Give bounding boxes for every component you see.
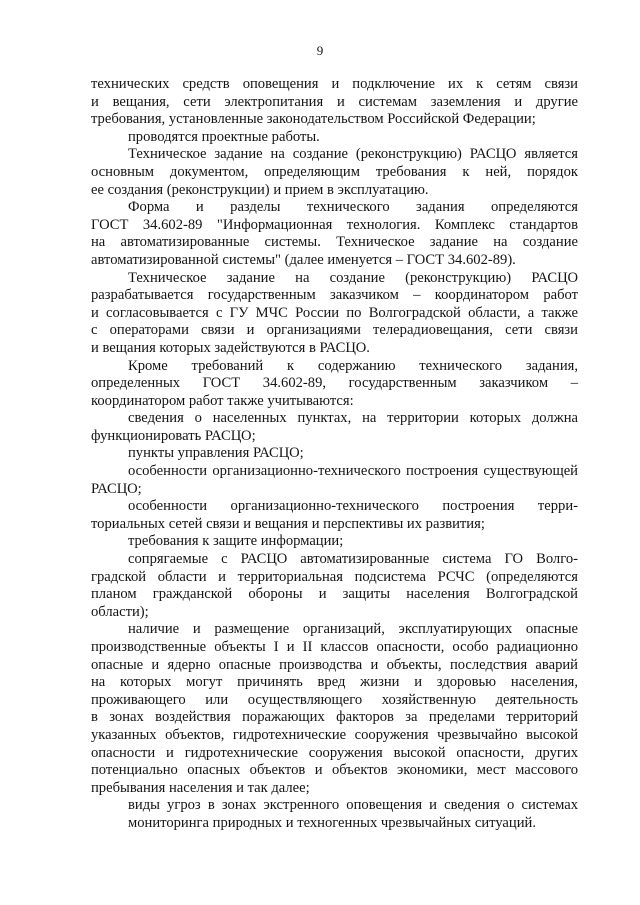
text-line: функционировать РАСЦО; [91, 427, 256, 444]
text-line: определенных ГОСТ 34.602-89, государственным заказчиком – [91, 375, 578, 392]
text-line: РАСЦО; [91, 480, 142, 497]
text-line: пребывания населения и так далее; [91, 779, 310, 796]
text-line: с операторами связи и организациями телерадиовещания, сети связи [91, 322, 578, 339]
text-line: Техническое задание на создание (реконструкцию) РАСЦО является [128, 146, 578, 163]
text-line: опасности и гидротехнические сооружения высокой опасности, других [91, 744, 578, 761]
text-line: и согласовывается с ГУ МЧС России по Волгоградской области, а также [91, 304, 578, 321]
text-line: технических средств оповещения и подключение их к сетям связи [91, 76, 578, 92]
text-line: и вещания, сети электропитания и системам заземления и другие [91, 93, 578, 110]
page-number: 9 [316, 43, 324, 58]
text-line: координатором работ также учитываются: [91, 392, 354, 409]
text-line: требования, установленные законодательством Российской Федерации; [91, 111, 536, 128]
text-line: ее создания (реконструкции) и прием в эксплуатацию. [91, 181, 429, 198]
text-line: сопрягаемые с РАСЦО автоматизированные система ГО Волго- [128, 551, 578, 568]
text-line: виды угроз в зонах экстренного оповещения и сведения о системах [128, 797, 578, 814]
text-line: проводятся проектные работы. [128, 128, 320, 145]
text-line: проживающего или осуществляющего хозяйственную деятельность [91, 691, 578, 708]
text-line: и вещания которых задействуются в РАСЦО. [91, 339, 370, 356]
text-line: указанных объектов, гидротехнические сооружения чрезвычайно высокой [91, 726, 578, 743]
text-line: наличие и размещение организаций, эксплуатирующих опасные [128, 621, 578, 638]
text-line: мониторинга природных и техногенных чрезвычайных ситуаций. [128, 814, 536, 831]
text-line: градской области и территориальная подсистема РСЧС (определяются [91, 568, 578, 585]
text-line: в зонах воздействия поражающих факторов за пределами территорий [91, 709, 578, 726]
text-line: производственные объекты I и II классов опасности, особо радиационно [91, 639, 578, 655]
text-line: Кроме требований к содержанию технического задания, [128, 357, 578, 374]
text-line: на которых могут причинять вред жизни и здоровью населения, [91, 674, 578, 691]
text-line: основным документом, определяющим требования к ней, порядок [91, 163, 578, 180]
text-line: планом гражданской обороны и защиты населения Волгоградской [91, 586, 578, 603]
document-body [91, 76, 578, 833]
text-line: Техническое задание на создание (реконструкцию) РАСЦО [128, 269, 578, 286]
text-line: Форма и разделы технического задания определяются [128, 199, 578, 216]
text-line: на автоматизированные системы. Техническое задание на создание [91, 234, 578, 251]
text-line: области); [91, 603, 149, 620]
text-line: ГОСТ 34.602-89 "Информационная технология. Комплекс стандартов [91, 216, 578, 233]
text-line: ториальных сетей связи и вещания и перспективы их развития; [91, 515, 485, 532]
text-line: требования к защите информации; [128, 533, 344, 550]
text-line: автоматизированной системы" (далее именуется – ГОСТ 34.602-89). [91, 251, 516, 268]
text-line: разрабатывается государственным заказчиком – координатором работ [91, 287, 578, 304]
text-line: пункты управления РАСЦО; [128, 445, 304, 462]
text-line: особенности организационно-технического построения существующей [128, 463, 578, 480]
text-line: особенности организационно-технического построения терри- [128, 498, 578, 515]
text-line: потенциально опасных объектов и объектов экономики, мест массового [91, 762, 578, 779]
text-line: опасные и ядерно опасные производства и объекты, последствия аварий [91, 656, 578, 673]
text-line: сведения о населенных пунктах, на территории которых должна [128, 410, 578, 427]
